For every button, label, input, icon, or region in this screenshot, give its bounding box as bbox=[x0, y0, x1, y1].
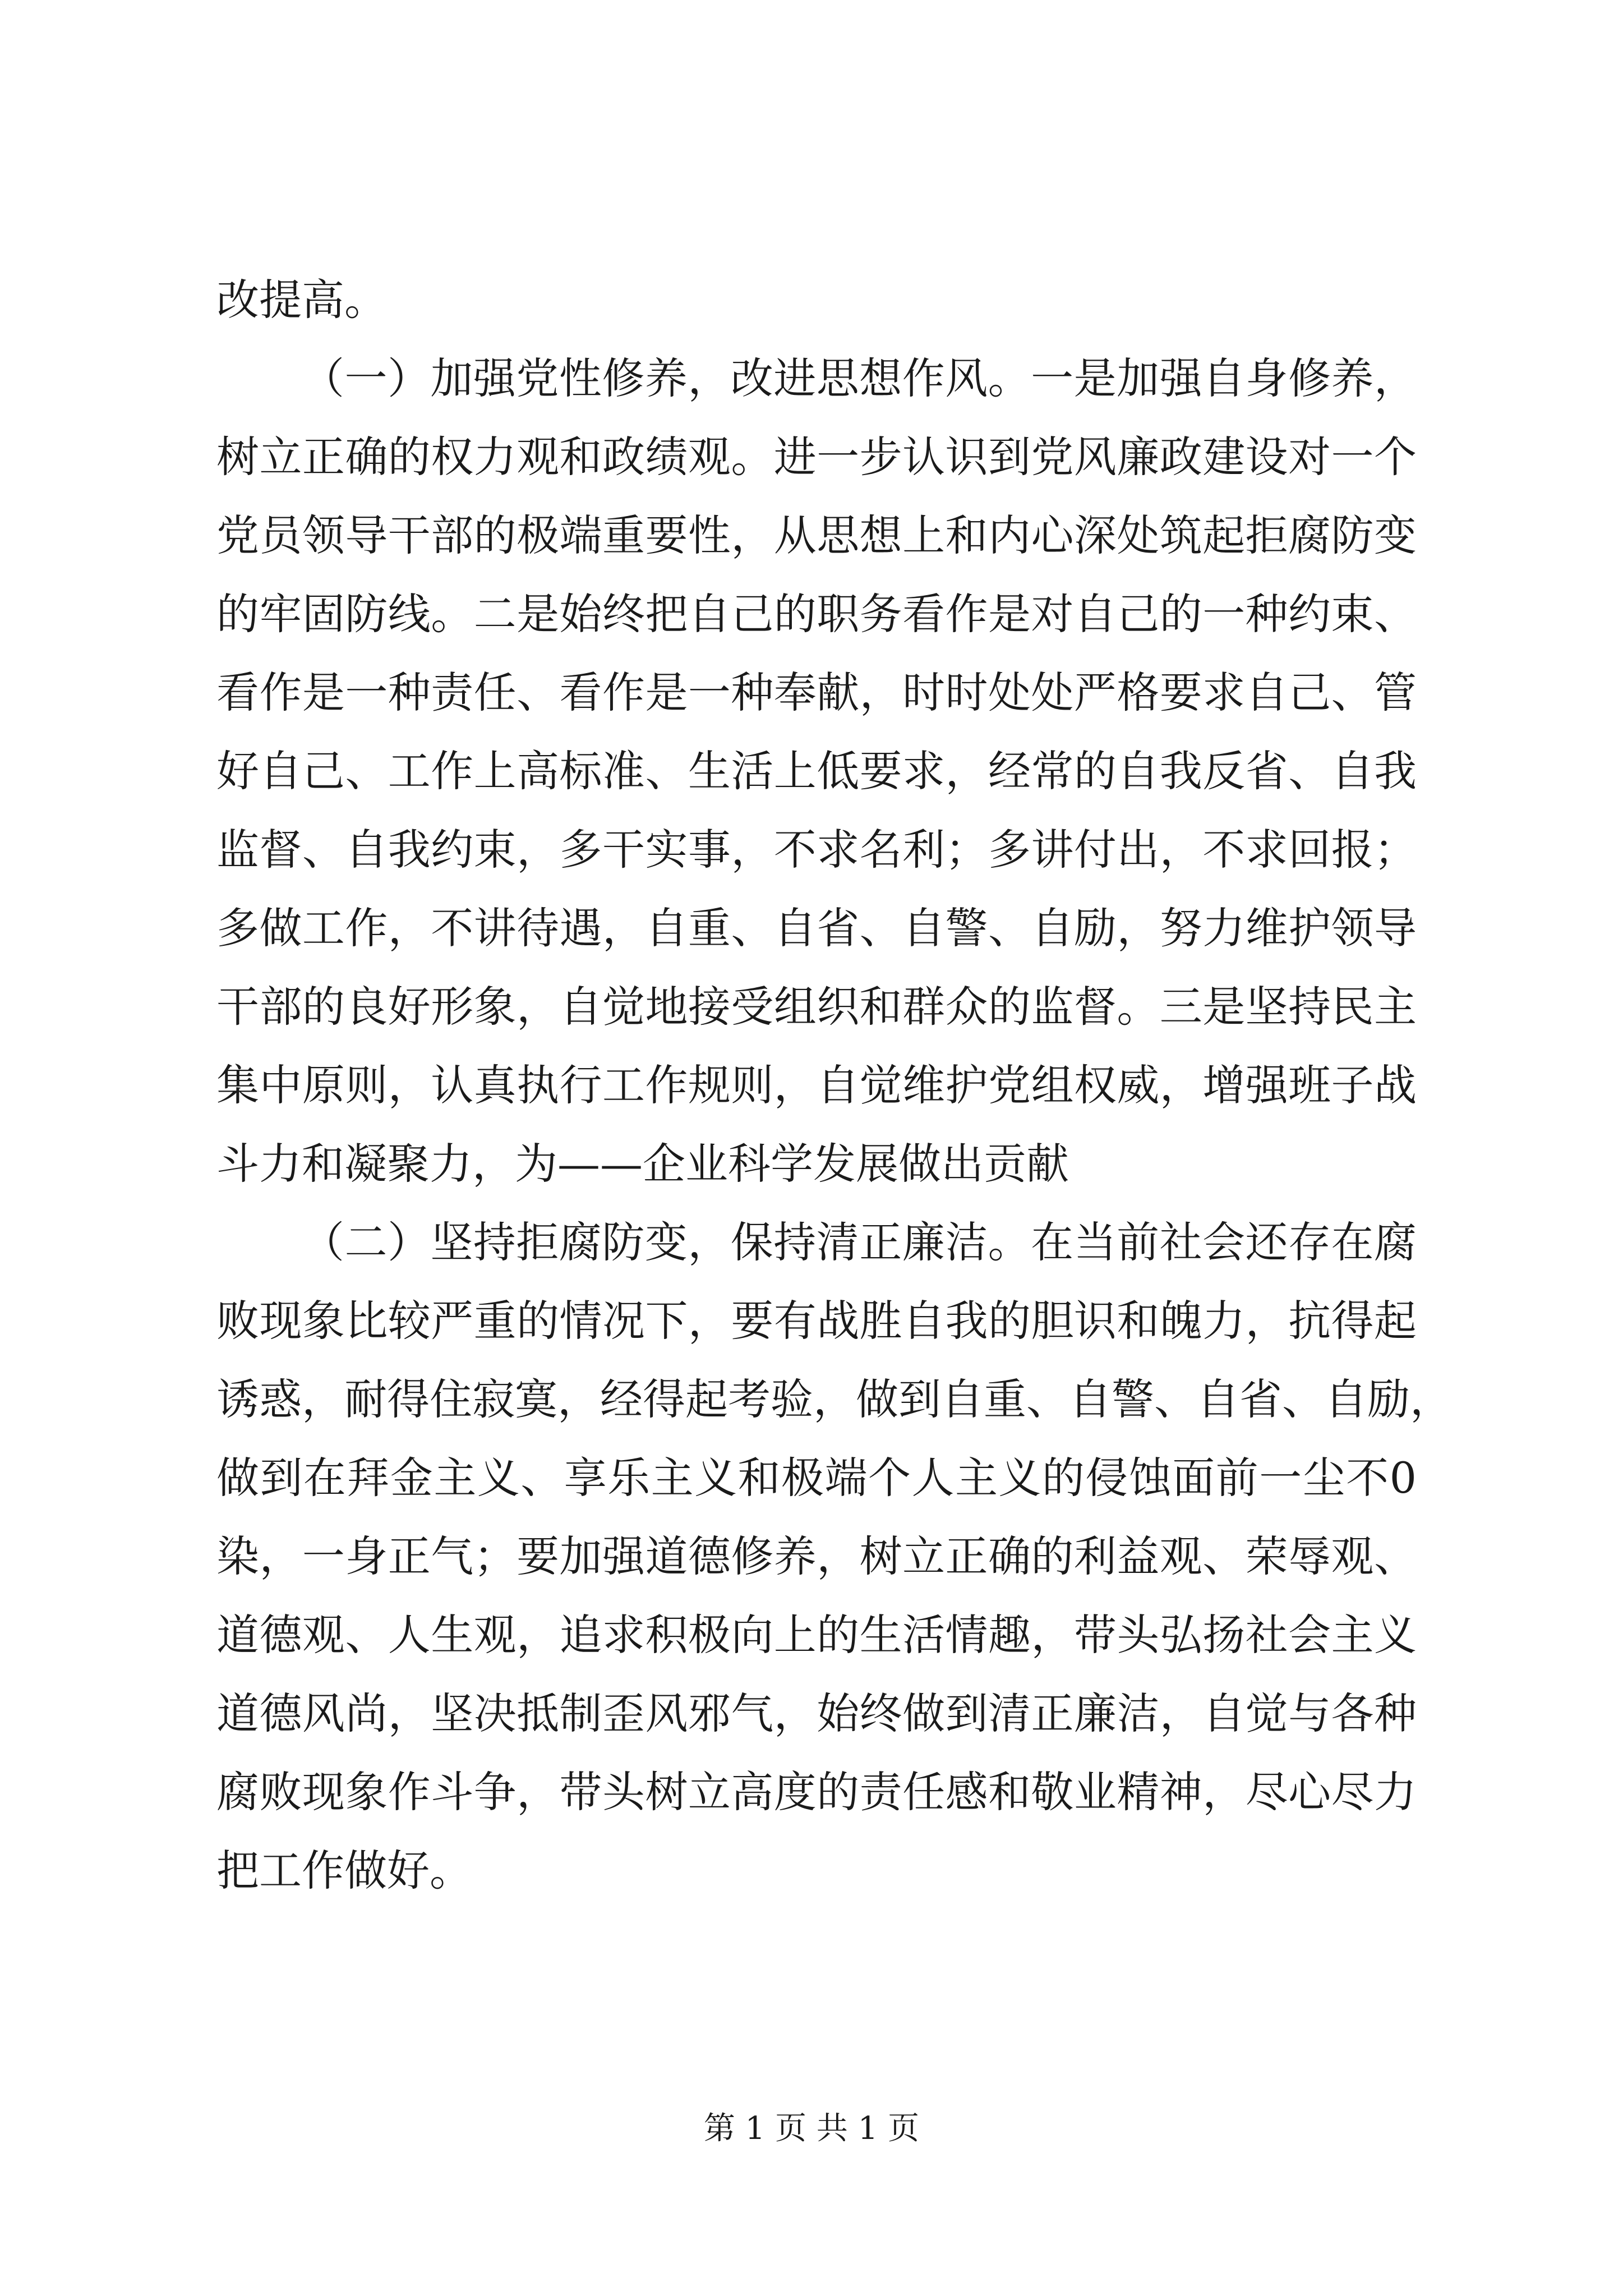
text-line: 党员领导干部的极端重要性，从思想上和内心深处筑起拒腐防变 bbox=[216, 510, 1417, 560]
text-line: 斗力和凝聚力，为——企业科学发展做出贡献 bbox=[216, 1139, 1069, 1189]
text-line: 好自己、工作上高标准、生活上低要求，经常的自我反省、自我 bbox=[216, 746, 1417, 796]
text-line: 树立正确的权力观和政绩观。进一步认识到党风廉政建设对一个 bbox=[216, 432, 1417, 482]
text-line: 多做工作，不讲待遇，自重、自省、自警、自励，努力维护领导 bbox=[216, 903, 1417, 953]
page-footer: 第 1 页 共 1 页 bbox=[703, 2110, 920, 2147]
text-line: 腐败现象作斗争，带头树立高度的责任感和敬业精神，尽心尽力 bbox=[216, 1767, 1417, 1817]
text-line: 做到在拜金主义、享乐主义和极端个人主义的侵蚀面前一尘不0 bbox=[216, 1453, 1417, 1503]
paragraph-1-first-line: （一）加强党性修养，改进思想作风。一是加强自身修养， bbox=[302, 353, 1417, 403]
text-line: 染，一身正气；要加强道德修养，树立正确的利益观、荣辱观、 bbox=[216, 1531, 1417, 1581]
text-line: 道德风尚，坚决抵制歪风邪气，始终做到清正廉洁，自觉与各种 bbox=[216, 1688, 1417, 1738]
text-line: 看作是一种责任、看作是一种奉献，时时处处严格要求自己、管 bbox=[216, 668, 1417, 717]
paragraph-2-first-line: （二）坚持拒腐防变，保持清正廉洁。在当前社会还存在腐 bbox=[302, 1217, 1417, 1267]
text-line: 监督、自我约束，多干实事，不求名利；多讲付出，不求回报； bbox=[216, 825, 1417, 875]
document-body bbox=[216, 261, 1453, 1910]
text-line: 道德观、人生观，追求积极向上的生活情趣，带头弘扬社会主义 bbox=[216, 1610, 1417, 1660]
text-line: 把工作做好。 bbox=[216, 1846, 472, 1895]
text-line: 干部的良好形象，自觉地接受组织和群众的监督。三是坚持民主 bbox=[216, 982, 1417, 1032]
text-line: 集中原则，认真执行工作规则，自觉维护党组权威，增强班子战 bbox=[216, 1060, 1417, 1110]
text-line: 改提高。 bbox=[216, 275, 387, 325]
text-line: 的牢固防线。二是始终把自己的职务看作是对自己的一种约束、 bbox=[216, 589, 1417, 639]
text-line: 诱惑，耐得住寂寞，经得起考验，做到自重、自警、自省、自励， bbox=[216, 1374, 1453, 1424]
text-line: 败现象比较严重的情况下，要有战胜自我的胆识和魄力，抗得起 bbox=[216, 1296, 1417, 1346]
